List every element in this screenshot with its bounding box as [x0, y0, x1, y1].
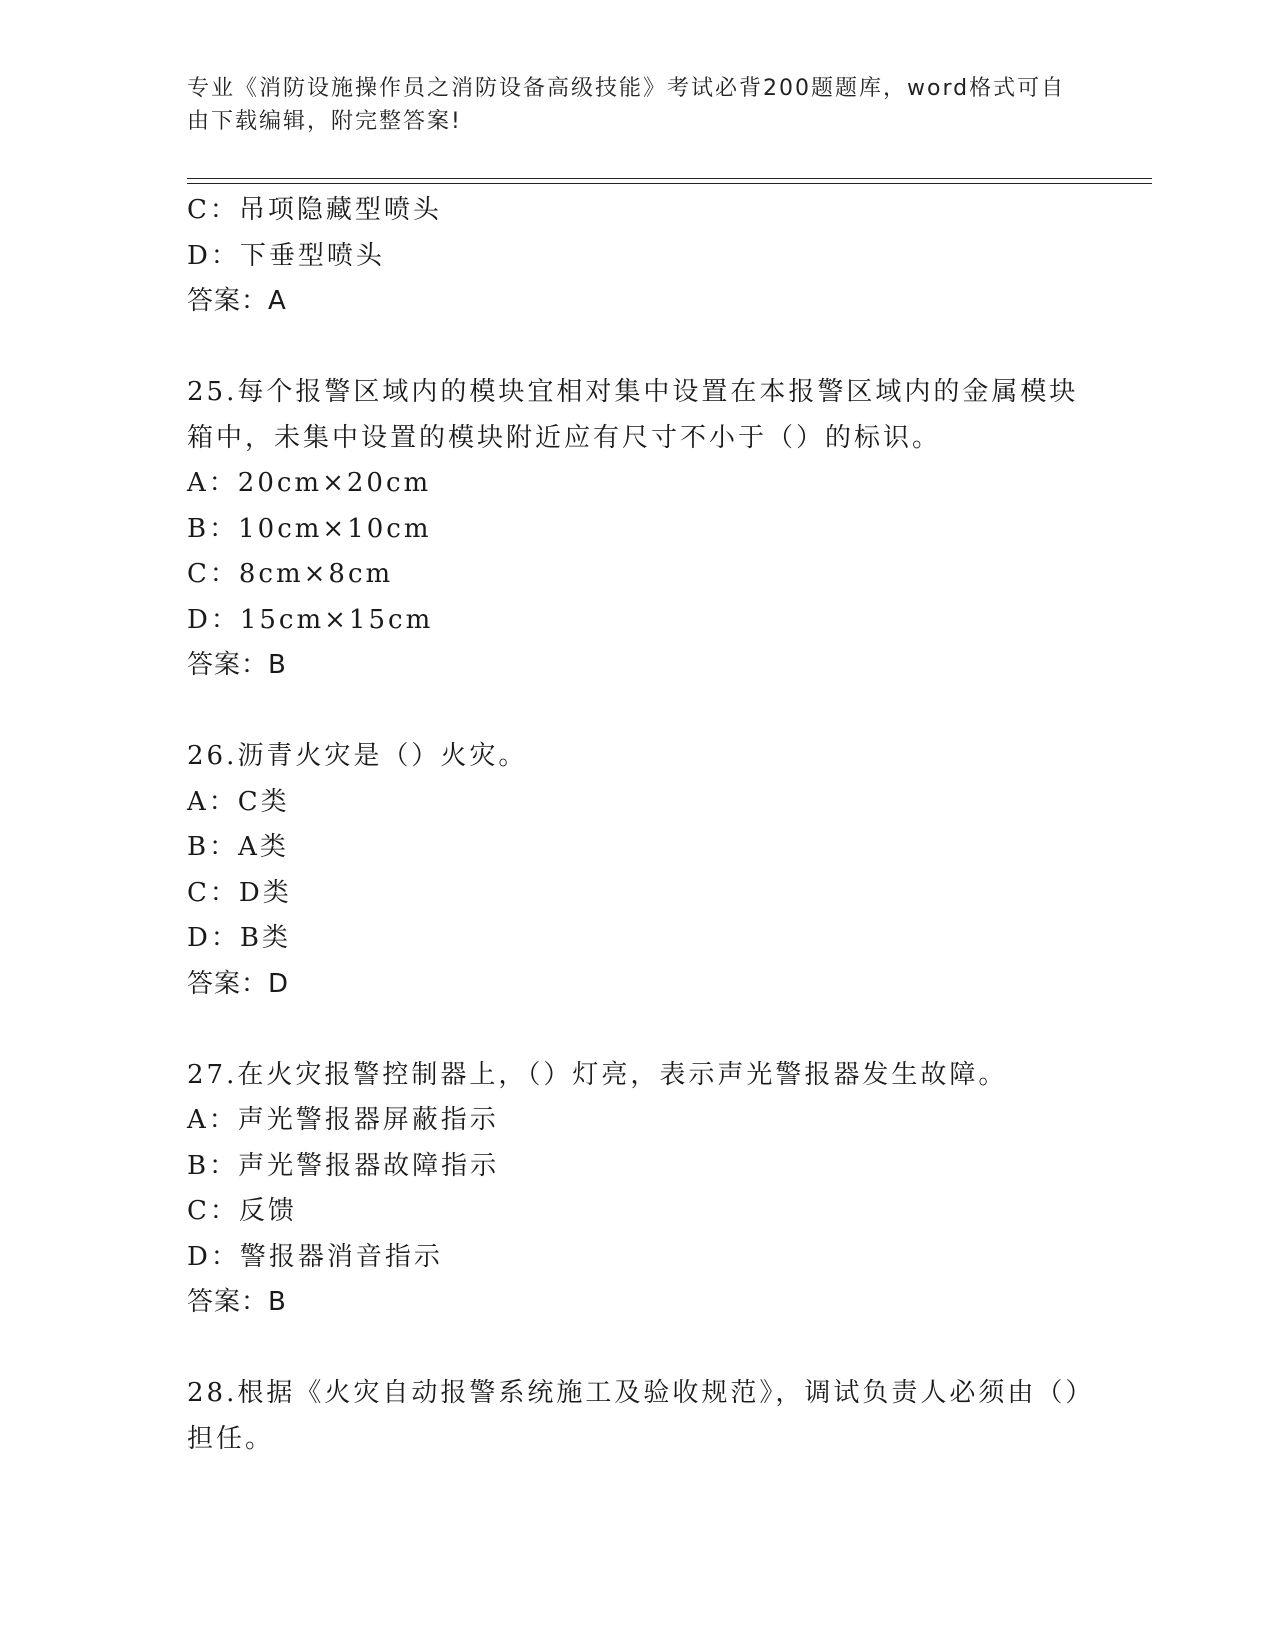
option-b: B：A类 — [187, 832, 289, 862]
option-b: B：声光警报器故障指示 — [187, 1150, 500, 1181]
option-a: A：C类 — [187, 786, 290, 817]
question-text: 26.沥青火灾是（）火灾。 — [187, 741, 528, 771]
spacer — [187, 1007, 1087, 1053]
question-25 — [187, 370, 1087, 689]
option-d: D：警报器消音指示 — [187, 1241, 443, 1272]
option-c: C：8cm×8cm — [187, 559, 394, 589]
header-divider-top — [187, 178, 1152, 179]
option-b: B：10cm×10cm — [187, 513, 432, 544]
question-27 — [187, 1053, 1087, 1326]
answer-line: 答案：A — [187, 286, 287, 316]
question-text: 27.在火灾报警控制器上，（）灯亮，表示声光警报器发生故障。 — [187, 1059, 1008, 1090]
option-c: C：D类 — [187, 877, 292, 908]
option-a: A：20cm×20cm — [187, 468, 432, 498]
answer-line: 答案：B — [187, 1287, 287, 1317]
header-divider-bottom — [187, 183, 1152, 184]
option-a: A：声光警报器屏蔽指示 — [187, 1105, 499, 1135]
answer-line: 答案：D — [187, 968, 290, 999]
page-header: 专业《消防设施操作员之消防设备高级技能》考试必背200题题库，word格式可自由下载编辑，附完整答案! — [187, 76, 1066, 134]
spacer — [187, 689, 1087, 735]
option-d: D：下垂型喷头 — [187, 240, 385, 271]
carryover-block — [187, 188, 1087, 325]
question-28 — [187, 1371, 1087, 1462]
option-c: C：吊项隐藏型喷头 — [187, 195, 442, 225]
option-d: D：B类 — [187, 923, 291, 953]
option-d: D：15cm×15cm — [187, 604, 434, 635]
spacer — [187, 325, 1087, 371]
question-list — [187, 188, 1087, 1462]
option-c: C：反馈 — [187, 1196, 297, 1226]
question-26 — [187, 734, 1087, 1007]
spacer — [187, 1326, 1087, 1372]
question-text: 28.根据《火灾自动报警系统施工及验收规范》，调试负责人必须由（）担任。 — [187, 1378, 1082, 1454]
question-text: 25.每个报警区域内的模块宜相对集中设置在本报警区域内的金属模块箱中，未集中设置的模块附近应有尺寸不小于（）的标识。 — [187, 377, 1079, 453]
answer-line: 答案：B — [187, 650, 287, 680]
